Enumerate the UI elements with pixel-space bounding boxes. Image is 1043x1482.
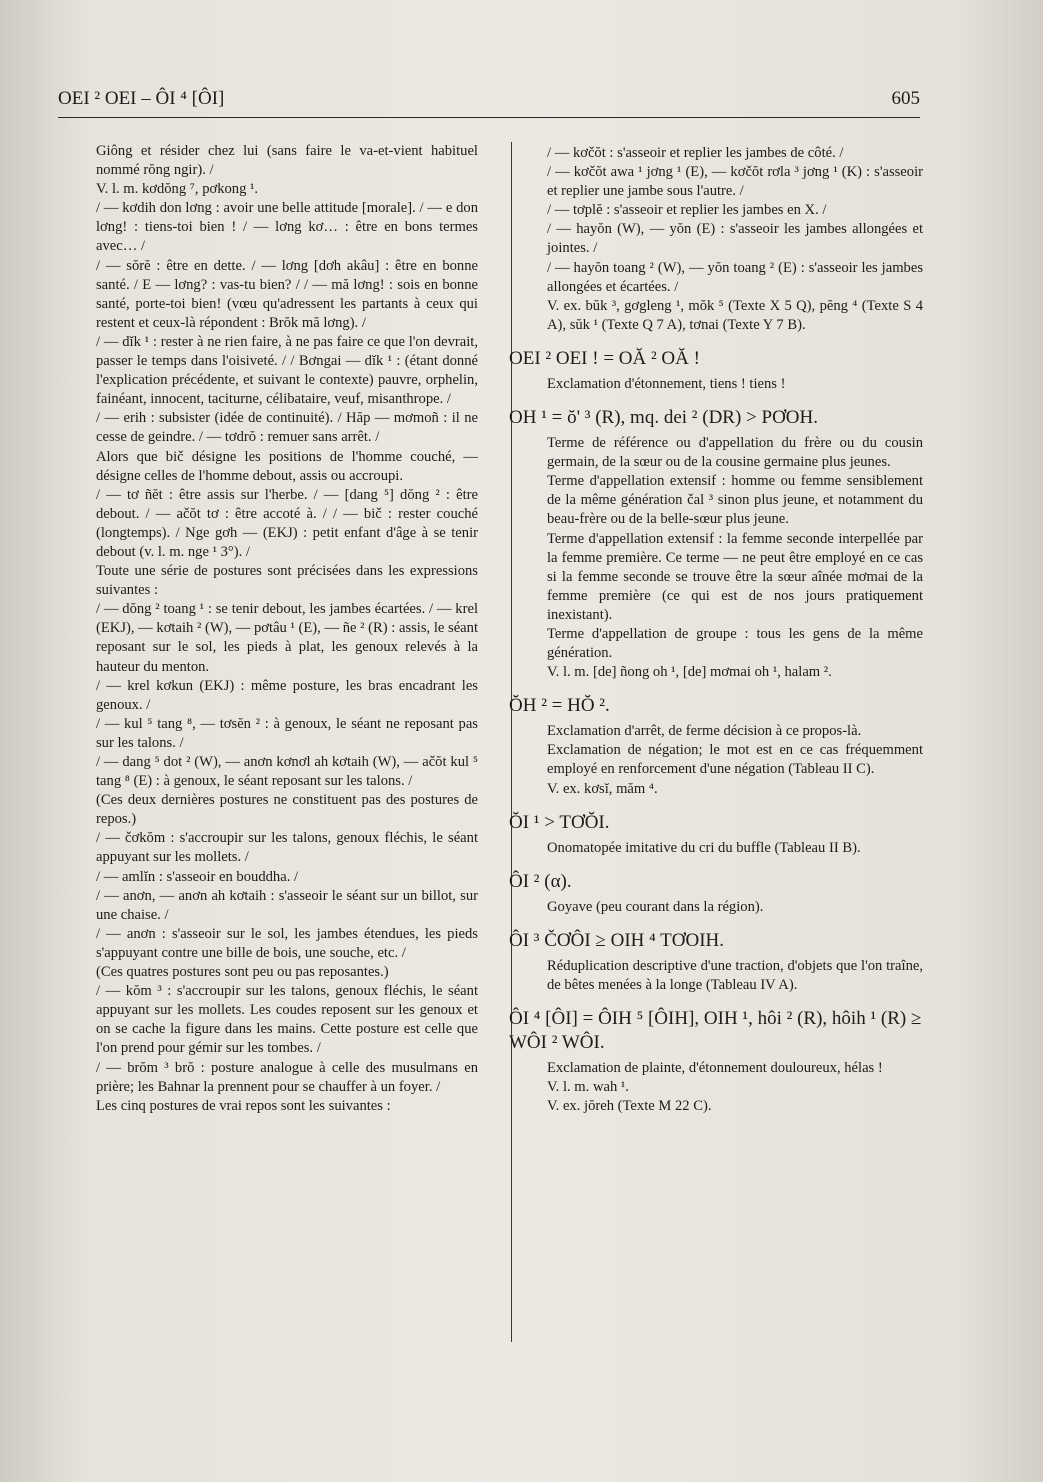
running-header	[58, 84, 922, 114]
paragraph: / — anơn : s'asseoir sur le sol, les jambes étendues, les pieds s'appuyant contre une bille de bois, une souche, etc. /	[96, 925, 478, 961]
dictionary-entry	[509, 870, 923, 917]
left-column	[96, 142, 478, 1116]
paragraph: / — hayŏn toang ² (W), — yŏn toang ² (E) : s'asseoir les jambes allongées et écartées. /	[547, 259, 923, 295]
entry-definition: Terme d'appellation extensif : la femme seconde interpellée par la femme première. Ce terme — ne peut être employé en ce cas si la femme seconde se trouve être la sœur aînée mơmai de la femme première (ce qui est de nos jours pratiquement inexistant).	[547, 530, 923, 623]
paragraph: / — kŏm ³ : s'accroupir sur les talons, genoux fléchis, le séant appuyant sur les mollets. Les coudes reposent sur les genoux et on se cache la figure dans les mains. Cette posture est celle que l'on prend pour gémir sur les tombes. /	[96, 983, 478, 1057]
paragraph: / — dĭk ¹ : rester à ne rien faire, à ne pas faire ce que l'on devrait, passer le temps dans l'oisiveté. / / Bơngai — dĭk ¹ : (étant donné l'explication précédente, et suivant le contexte) pauvre, orphelin, fainéant, innocent, taciturne, célibataire, veuf, misanthrope. /	[96, 333, 478, 408]
paragraph: / — sŏrĕ : être en dette. / — lơng [dơh akâu] : être en bonne santé. / E — lơng? : vas-tu bien? / / — mă lơng! : sois en bonne santé, porte-toi bien! (vœu qu'adressent les partants à ceux qui restent et ceux-là répondent : Brŏk mă lơng). /	[96, 257, 478, 331]
entry-definition: V. ex. kơsĭ, măm ⁴.	[547, 780, 658, 797]
paragraph: / — čơkŏm : s'accroupir sur les talons, genoux fléchis, le séant appuyant sur les mollets. /	[96, 830, 478, 866]
paragraph: Giông et résider chez lui (sans faire le va-et-vient habituel nommé rŏng ngir). /	[96, 143, 478, 179]
entry-definition: Terme de référence ou d'appellation du frère ou du cousin germain, de la sœur ou de la cousine germaine plus jeunes.	[547, 435, 923, 471]
header-rule	[58, 117, 920, 118]
dictionary-entry	[509, 694, 923, 798]
entry-definition: Exclamation de négation; le mot est en ce cas fréquemment employé en renforcement d'une négation (Tableau II C).	[547, 742, 923, 778]
dictionary-entry	[509, 929, 923, 995]
entry-headword: ŎH ² = HŎ ².	[509, 695, 610, 717]
header-headwords: OEI ² OEI – ÔI ⁴ [ÔI]	[58, 88, 225, 109]
entry-definition: Réduplication descriptive d'une traction, d'objets que l'on traîne, de bêtes menées à la longe (Tableau IV A).	[547, 957, 923, 993]
paragraph: / — hayŏn (W), — yŏn (E) : s'asseoir les jambes allongées et jointes. /	[547, 221, 923, 257]
paragraph: (Ces quatres postures sont peu ou pas reposantes.)	[96, 964, 389, 981]
entry-definition: Exclamation de plainte, d'étonnement douloureux, hélas !	[547, 1060, 883, 1076]
entry-definition: V. l. m. wah ¹.	[547, 1079, 629, 1096]
entry-definition: V. l. m. [de] ñong oh ¹, [de] mơmai oh ¹, halam ².	[547, 664, 832, 681]
entry-headword: ÔI ² (α).	[509, 870, 572, 892]
dictionary-entry	[509, 406, 923, 682]
entry-definition: Terme d'appellation de groupe : tous les gens de la même génération.	[547, 625, 923, 662]
paragraph: / — amlĭn : s'asseoir en bouddha. /	[96, 868, 299, 885]
paragraph: V. ex. bŭk ³, gơgleng ¹, mŏk ⁵ (Texte X 5 Q), pĕng ⁴ (Texte S 4 A), sŭk ¹ (Texte Q 7 A), tơnai (Texte Y 7 B).	[547, 297, 923, 333]
dictionary-entry	[509, 347, 923, 394]
paragraph: / — tơ ñĕt : être assis sur l'herbe. / — [dang ⁵] dŏng ² : être debout. / — ačŏt tơ : être accoté à. / / — bič : rester couché (longtemps). / Nge gơh — (EKJ) : petit enfant d'âge à se tenir debout (v. l. m. nge ¹ 3°). /	[96, 486, 478, 560]
entry-definition: Exclamation d'arrêt, de ferme décision à ce propos-là.	[547, 723, 862, 740]
paragraph: Les cinq postures de vrai repos sont les suivantes :	[96, 1097, 391, 1114]
entry-definition: V. ex. jŏreh (Texte M 22 C).	[547, 1098, 712, 1115]
paragraph: / — kul ⁵ tang ⁸, — tơsĕn ² : à genoux, le séant ne reposant pas sur les talons. /	[96, 715, 478, 751]
paragraph: / — kơčŏt : s'asseoir et replier les jambes de côté. /	[547, 145, 844, 161]
paragraph: / — anơn, — anơn ah kơtaih : s'asseoir le séant sur un billot, sur une chaise. /	[96, 887, 478, 923]
entry-headword: ÔI ⁴ [ÔI] = ÔIH ⁵ [ÔIH], OIH ¹, hôi ² (R), hôih ¹ (R) ≥ WÔI ² WÔI.	[509, 1008, 922, 1053]
column-divider	[511, 142, 512, 1342]
right-column	[509, 144, 923, 1116]
paragraph: / — dang ⁵ dot ² (W), — anơn kơnơl ah kơtaih (W), — ačŏt kul ⁵ tang ⁸ (E) : à genoux, le séant reposant sur les talons. /	[96, 754, 478, 790]
entry-headword: ŎI ¹ > TƠŎI.	[509, 811, 610, 833]
entry-definition: Goyave (peu courant dans la région).	[547, 898, 764, 915]
paragraph: Toute une série de postures sont précisées dans les expressions suivantes :	[96, 563, 478, 599]
paragraph: Alors que bič désigne les positions de l'homme couché, — désigne celles de l'homme debout, assis ou accroupi.	[96, 448, 478, 484]
dictionary-entry	[509, 811, 923, 858]
entry-definition: Terme d'appellation extensif : homme ou femme sensiblement de la même génération čal ³ sinon plus jeune, et notamment du beau-frère ou de la belle-sœur plus jeune.	[547, 473, 923, 528]
entry-headword: OH ¹ = ŏ' ³ (R), mq. dei ² (DR) > PƠOH.	[509, 407, 818, 429]
entry-headword: OEI ² OEI ! = OĂ ² OĂ !	[509, 347, 700, 369]
paragraph: / — brŏm ³ brŏ : posture analogue à celle des musulmans en prière; les Bahnar la prennent pour se chauffer à un foyer. /	[96, 1059, 478, 1095]
paragraph: / — erih : subsister (idée de continuité). / Hăp — mơmoñ : il ne cesse de geindre. / — tơdrŏ : remuer sans arrêt. /	[96, 410, 478, 446]
entry-definition: Exclamation d'étonnement, tiens ! tiens !	[547, 375, 786, 392]
paragraph: / — kơdih don lơng : avoir une belle attitude [morale]. / — e don lơng! : tiens-toi bien ! / — lơng kơ… : être en bons termes avec… /	[96, 200, 478, 255]
paragraph: / — kơčŏt awa ¹ jơng ¹ (E), — kơčŏt rơla ³ jơng ¹ (K) : s'asseoir et replier une jambe sous l'autre. /	[547, 164, 923, 200]
page-number: 605	[891, 88, 920, 109]
paragraph: / — dŏng ² toang ¹ : se tenir debout, les jambes écartées. / — krel (EKJ), — kơtaih ² (W), — pơtâu ¹ (E), — ñe ² (R) : assis, le séant reposant sur le sol, les pieds à plat, les genoux relevés à la hauteur du menton.	[96, 601, 478, 675]
dictionary-entry	[509, 1007, 923, 1116]
paragraph: / — tơplĕ : s'asseoir et replier les jambes en X. /	[547, 202, 827, 219]
entry-definition: Onomatopée imitative du cri du buffle (Tableau II B).	[547, 839, 861, 856]
paragraph: V. l. m. kơdŏng ⁷, pơkong ¹.	[96, 181, 259, 198]
entry-headword: ÔI ³ ČƠÔI ≥ OIH ⁴ TƠOIH.	[509, 929, 725, 951]
paragraph: / — krel kơkun (EKJ) : même posture, les bras encadrant les genoux. /	[96, 677, 478, 713]
paragraph: (Ces deux dernières postures ne constituent pas des postures de repos.)	[96, 792, 478, 828]
